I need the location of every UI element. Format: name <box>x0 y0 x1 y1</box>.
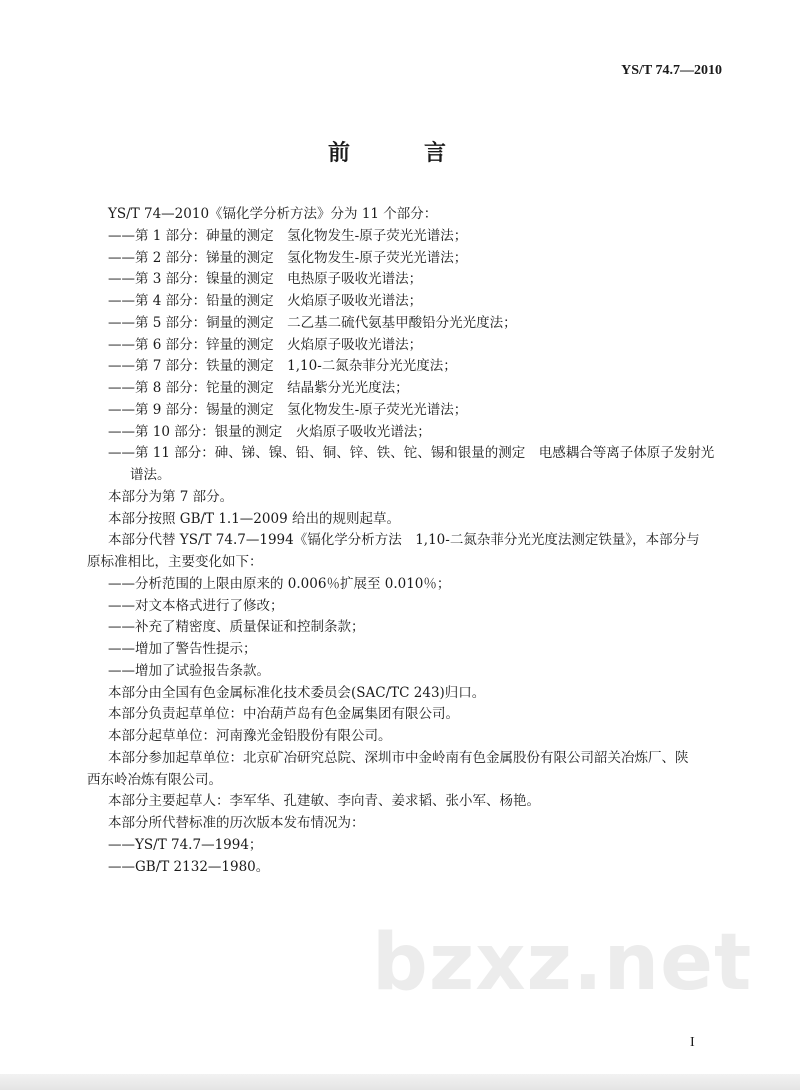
list-item-line: ——对文本格式进行了修改； <box>108 597 284 614</box>
list-item-line: ——增加了警告性提示； <box>108 641 257 657</box>
list-item-line: ——补充了精密度、质量保证和控制条款； <box>108 619 365 636</box>
paragraph-line: 西东岭冶炼有限公司。 <box>87 771 222 788</box>
list-item-line: ——第 2 部分：锑量的测定 氢化物发生-原子荧光光谱法； <box>108 249 468 266</box>
paragraph-line: 本部分所代替标准的历次版本发布情况为： <box>108 815 365 831</box>
paragraph-line: 本部分为第 7 部分。 <box>108 488 234 505</box>
list-item-line: ——第 7 部分：铁量的测定 1,10-二氮杂菲分光光度法； <box>108 358 457 375</box>
list-item-line: ——第 1 部分：砷量的测定 氢化物发生-原子荧光光谱法； <box>108 227 468 244</box>
list-item-line: 谱法。 <box>130 467 171 483</box>
paragraph-line: 原标准相比，主要变化如下： <box>87 554 263 570</box>
paragraph-line: 本部分代替 YS/T 74.7—1994《镉化学分析方法 1,10-二氮杂菲分光光度法测定铁量》，本部分与 <box>108 532 700 549</box>
paragraph-line: 本部分按照 GB/T 1.1—2009 给出的规则起草。 <box>108 510 400 527</box>
list-item-line: ——YS/T 74.7—1994； <box>108 836 263 853</box>
list-item-line: ——GB/T 2132—1980。 <box>108 858 270 875</box>
list-item-line: ——第 10 部分：银量的测定 火焰原子吸收光谱法； <box>108 423 431 440</box>
paragraph-line: 本部分参加起草单位：北京矿冶研究总院、深圳市中金岭南有色金属股份有限公司韶关冶炼厂、陕 <box>108 749 689 766</box>
page-number: I <box>690 1035 695 1050</box>
paragraph-line: 本部分负责起草单位：中冶葫芦岛有色金属集团有限公司。 <box>108 706 459 723</box>
list-item-line: ——第 9 部分：锡量的测定 氢化物发生-原子荧光光谱法； <box>108 401 468 418</box>
list-item-line: ——增加了试验报告条款。 <box>108 662 270 679</box>
document-code-header: YS/T 74.7—2010 <box>621 63 722 78</box>
paragraph-line: 本部分由全国有色金属标准化技术委员会(SAC/TC 243)归口。 <box>108 684 486 701</box>
list-item-line: ——第 6 部分：锌量的测定 火焰原子吸收光谱法； <box>108 336 423 353</box>
document-body <box>87 204 727 878</box>
page-title: 前 言 <box>327 141 472 166</box>
paragraph-line: YS/T 74—2010《镉化学分析方法》分为 11 个部分： <box>108 206 438 222</box>
list-item-line: ——第 8 部分：铊量的测定 结晶紫分光光度法； <box>108 380 409 396</box>
list-item-line: ——第 3 部分：镍量的测定 电热原子吸收光谱法； <box>108 271 423 288</box>
watermark: bzxz.net <box>372 918 753 1008</box>
paragraph-line: 本部分起草单位：河南豫光金铅股份有限公司。 <box>108 728 392 744</box>
page-bottom-edge <box>0 1074 800 1090</box>
paragraph-line: 本部分主要起草人：李军华、孔建敏、李向青、姜求韬、张小军、杨艳。 <box>108 793 540 810</box>
list-item-line: ——第 4 部分：铅量的测定 火焰原子吸收光谱法； <box>108 293 423 309</box>
list-item-line: ——第 5 部分：铜量的测定 二乙基二硫代氨基甲酸铅分光光度法； <box>108 314 517 331</box>
list-item-line: ——分析范围的上限由原来的 0.006％扩展至 0.010％； <box>108 575 451 592</box>
list-item-line: ——第 11 部分：砷、锑、镍、铅、铜、锌、铁、铊、锡和银量的测定 电感耦合等离子体原子发射光 <box>108 445 715 462</box>
